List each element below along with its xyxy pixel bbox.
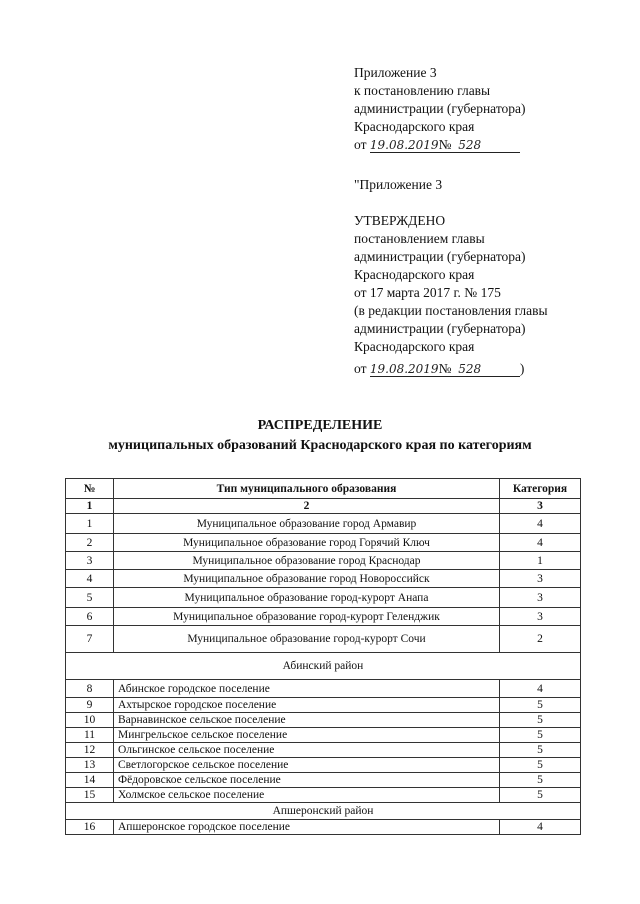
row-name: Муниципальное образование город Горячий Ключ <box>114 534 500 552</box>
approval-line: постановлением главы <box>354 231 485 246</box>
row-number: 6 <box>66 608 114 626</box>
row-category: 3 <box>500 570 581 588</box>
handwritten-date: 19.08.2019 <box>369 362 439 376</box>
approval-order-line <box>354 360 548 378</box>
table-row <box>66 713 581 728</box>
row-name: Ольгинское сельское поселение <box>114 743 500 758</box>
row-number: 12 <box>66 743 114 758</box>
order-fill-line <box>370 362 520 377</box>
table-row <box>66 788 581 803</box>
table-row <box>66 514 581 534</box>
header-order-line <box>354 136 526 154</box>
approved-label: УТВЕРЖДЕНО <box>354 213 446 228</box>
row-name: Светлогорское сельское поселение <box>114 758 500 773</box>
row-number: 11 <box>66 728 114 743</box>
order-number-sign: № <box>438 137 452 152</box>
table-header-row <box>66 479 581 499</box>
table-row <box>66 773 581 788</box>
row-name: Муниципальное образование город-курорт Анапа <box>114 588 500 608</box>
row-category: 4 <box>500 534 581 552</box>
row-category: 4 <box>500 820 581 835</box>
row-name: Ахтырское городское поселение <box>114 698 500 713</box>
row-category: 5 <box>500 773 581 788</box>
header-number: № <box>66 479 114 499</box>
row-number: 3 <box>66 552 114 570</box>
row-category: 5 <box>500 758 581 773</box>
row-category: 5 <box>500 713 581 728</box>
row-name: Муниципальное образование город Армавир <box>114 514 500 534</box>
row-category: 4 <box>500 680 581 698</box>
table-row <box>66 820 581 835</box>
table-row <box>66 534 581 552</box>
approval-line: Краснодарского края <box>354 339 475 354</box>
row-number: 10 <box>66 713 114 728</box>
header-line: администрации (губернатора) <box>354 101 526 116</box>
row-number: 14 <box>66 773 114 788</box>
row-name: Варнавинское сельское поселение <box>114 713 500 728</box>
closing-paren: ) <box>519 361 525 376</box>
header-category: Категория <box>500 479 581 499</box>
row-category: 5 <box>500 698 581 713</box>
table-row <box>66 698 581 713</box>
order-prefix: от <box>354 137 367 152</box>
approval-appendix: "Приложение 3 <box>354 177 443 192</box>
district-header-row <box>66 653 581 680</box>
approval-block <box>354 176 548 378</box>
row-category: 5 <box>500 743 581 758</box>
row-category: 5 <box>500 788 581 803</box>
table-row <box>66 608 581 626</box>
column-number: 2 <box>114 499 500 514</box>
row-number: 9 <box>66 698 114 713</box>
table-row <box>66 552 581 570</box>
approval-line: администрации (губернатора) <box>354 321 526 336</box>
row-name: Фёдоровское сельское поселение <box>114 773 500 788</box>
row-name: Муниципальное образование город Новороссийск <box>114 570 500 588</box>
row-category: 2 <box>500 626 581 653</box>
district-header-row <box>66 803 581 820</box>
approval-line: Краснодарского края <box>354 267 475 282</box>
row-name: Холмское сельское поселение <box>114 788 500 803</box>
column-number: 3 <box>500 499 581 514</box>
row-category: 5 <box>500 728 581 743</box>
header-line: к постановлению главы <box>354 83 491 98</box>
row-name: Мингрельское сельское поселение <box>114 728 500 743</box>
table-row <box>66 626 581 653</box>
header-block <box>354 64 526 154</box>
row-number: 15 <box>66 788 114 803</box>
row-name: Муниципальное образование город Краснодар <box>114 552 500 570</box>
document-subtitle: муниципальных образований Краснодарского края по категориям <box>108 438 532 453</box>
categories-table <box>65 478 581 835</box>
row-number: 8 <box>66 680 114 698</box>
column-numbering-row <box>66 499 581 514</box>
district-name: Апшеронский район <box>66 803 581 820</box>
handwritten-date: 19.08.2019 <box>369 138 439 152</box>
row-category: 3 <box>500 608 581 626</box>
table-row <box>66 588 581 608</box>
order-prefix: от <box>354 361 367 376</box>
district-name: Абинский район <box>66 653 581 680</box>
order-fill-line <box>370 138 520 153</box>
row-number: 16 <box>66 820 114 835</box>
approval-line: администрации (губернатора) <box>354 249 526 264</box>
header-line: Краснодарского края <box>354 119 475 134</box>
column-number: 1 <box>66 499 114 514</box>
row-name: Апшеронское городское поселение <box>114 820 500 835</box>
approval-line: от 17 марта 2017 г. № 175 <box>354 285 501 300</box>
row-number: 1 <box>66 514 114 534</box>
table-row <box>66 758 581 773</box>
document-title: РАСПРЕДЕЛЕНИЕ <box>257 418 383 433</box>
row-number: 13 <box>66 758 114 773</box>
row-name: Абинское городское поселение <box>114 680 500 698</box>
approval-line: (в редакции постановления главы <box>354 303 548 318</box>
row-name: Муниципальное образование город-курорт Геленджик <box>114 608 500 626</box>
header-line: Приложение 3 <box>354 65 437 80</box>
table-row <box>66 728 581 743</box>
row-number: 4 <box>66 570 114 588</box>
table-row <box>66 570 581 588</box>
row-category: 4 <box>500 514 581 534</box>
header-type: Тип муниципального образования <box>114 479 500 499</box>
handwritten-number: 528 <box>458 362 482 376</box>
row-number: 5 <box>66 588 114 608</box>
table-row <box>66 743 581 758</box>
handwritten-number: 528 <box>458 138 482 152</box>
order-number-sign: № <box>438 361 452 376</box>
row-number: 7 <box>66 626 114 653</box>
table-row <box>66 680 581 698</box>
row-number: 2 <box>66 534 114 552</box>
row-category: 3 <box>500 588 581 608</box>
row-name: Муниципальное образование город-курорт Сочи <box>114 626 500 653</box>
row-category: 1 <box>500 552 581 570</box>
